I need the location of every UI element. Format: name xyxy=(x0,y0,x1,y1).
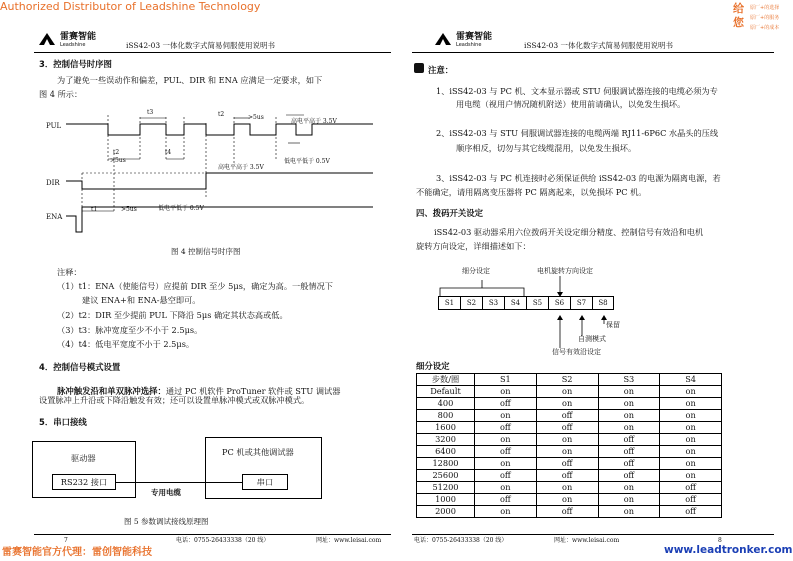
table-cell-switch: on xyxy=(660,446,722,458)
table-cell-switch: on xyxy=(660,386,722,398)
table-row xyxy=(417,494,722,506)
header-s3: S3 xyxy=(598,374,660,386)
left-sec4-text-2: 设置脉冲上升沿或下降沿触发有效；还可以设置单脉冲模式或双脉冲模式。 xyxy=(39,395,310,405)
table-cell-switch: off xyxy=(475,494,537,506)
right-footer-web[interactable]: 网址：www.leisai.com xyxy=(554,537,620,544)
table-cell-switch: on xyxy=(598,386,660,398)
fig4-caption: 图 4 控制信号时序图 xyxy=(171,247,241,256)
left-page-num: 7 xyxy=(64,537,68,544)
left-footer-phone: 电话：0755-26433338（20 线） xyxy=(176,537,270,544)
table-header-row xyxy=(417,374,722,386)
header-steps: 步数/圈 xyxy=(417,374,475,386)
table-cell-switch: on xyxy=(475,386,537,398)
timing-label-dir: DIR xyxy=(46,179,60,187)
timing-low-05-dir: 低电平低于 0.5V xyxy=(158,205,204,212)
timing-low-05-pul: 低电平低于 0.5V xyxy=(284,158,330,165)
timing-diagram xyxy=(38,103,390,238)
table-cell-steps: 3200 xyxy=(417,434,475,446)
watermark-badge xyxy=(733,2,793,36)
table-cell-switch: off xyxy=(660,494,722,506)
selftest-label: 自测模式 xyxy=(578,335,606,343)
left-sec3-intro-2: 图 4 所示： xyxy=(39,89,83,99)
table-cell-switch: on xyxy=(536,446,598,458)
table-title: 细分设定 xyxy=(416,361,450,371)
table-cell-switch: on xyxy=(598,398,660,410)
brand-en: Leadshine xyxy=(60,42,86,48)
badge-chars: 给您 xyxy=(733,2,744,29)
timing-high-35-dir: 高电平高于 3.5V xyxy=(218,164,264,171)
left-sec4-bold: 脉冲触发沿和单双脉冲选择： xyxy=(57,386,166,396)
note-1-cont: 建议 ENA+和 ENA-悬空即可。 xyxy=(82,295,201,305)
pc-label: PC 机或其他调试器 xyxy=(222,447,294,457)
cable-label: 专用电缆 xyxy=(151,488,181,497)
table-cell-steps: 12800 xyxy=(417,458,475,470)
timing-t2: t2 xyxy=(113,149,120,156)
left-header-title: iSS42-03 一体化数字式简易伺服使用说明书 xyxy=(126,41,276,50)
table-cell-switch: on xyxy=(475,482,537,494)
table-cell-switch: on xyxy=(536,482,598,494)
notes-title: 注释： xyxy=(57,267,82,277)
right-footer-phone: 电话：0755-26433338（20 线） xyxy=(414,537,508,544)
table-cell-switch: on xyxy=(536,398,598,410)
table-cell-switch: on xyxy=(660,422,722,434)
table-cell-switch: off xyxy=(536,470,598,482)
note-1: （1）t1：ENA（使能信号）应提前 DIR 至少 5μs，确定为高。一般情况下 xyxy=(57,281,333,291)
note-4: （4）t4：低电平宽度不小于 2.5μs。 xyxy=(57,339,195,349)
table-cell-switch: on xyxy=(475,434,537,446)
switch-s6[interactable]: S6 xyxy=(548,296,570,310)
right-page-num: 8 xyxy=(718,537,722,544)
table-row xyxy=(417,410,722,422)
timing-high-35-top: 高电平高于 3.5V xyxy=(291,118,337,125)
watermark-top-left: Authorized Distributor of Leadshine Technology xyxy=(0,0,261,13)
note-3: （3）t3：脉冲宽度至少不小于 2.5μs。 xyxy=(57,325,203,335)
table-cell-switch: off xyxy=(475,422,537,434)
leadshine-logo-icon xyxy=(38,32,56,46)
leadshine-logo-icon xyxy=(434,32,452,46)
brand-cn: 雷赛智能 xyxy=(456,32,493,42)
table-cell-switch: off xyxy=(536,506,598,518)
table-cell-switch: on xyxy=(660,470,722,482)
right-header-rule xyxy=(412,52,774,53)
header-s1: S1 xyxy=(475,374,537,386)
table-cell-switch: off xyxy=(475,446,537,458)
cable-line xyxy=(116,482,242,483)
table-row xyxy=(417,422,722,434)
table-row xyxy=(417,446,722,458)
table-cell-steps: 800 xyxy=(417,410,475,422)
table-cell-switch: on xyxy=(598,506,660,518)
left-header-rule xyxy=(34,52,391,53)
table-cell-steps: 51200 xyxy=(417,482,475,494)
table-cell-steps: 400 xyxy=(417,398,475,410)
table-cell-switch: on xyxy=(536,494,598,506)
table-row xyxy=(417,398,722,410)
brand-cn: 雷赛智能 xyxy=(60,32,97,42)
dir-waveform xyxy=(66,173,373,189)
timing-t3: t3 xyxy=(147,109,154,116)
table-cell-steps: 25600 xyxy=(417,470,475,482)
timing-label-ena: ENA xyxy=(46,213,63,221)
table-row xyxy=(417,458,722,470)
table-row xyxy=(417,506,722,518)
table-cell-switch: on xyxy=(598,482,660,494)
timing-gt5us-ena: >5us xyxy=(121,206,137,213)
right-logo xyxy=(434,29,492,48)
table-cell-switch: on xyxy=(660,458,722,470)
right-sec4-text-1: iSS42-03 驱动器采用六位拨码开关设定细分精度、控制信号有效沿和电机 xyxy=(434,227,704,237)
switch-s7[interactable]: S7 xyxy=(570,296,592,310)
badge-line-1: 原厂+的选择 xyxy=(750,5,780,11)
watermark-bottom-right[interactable]: www.leadtronker.com xyxy=(664,544,793,556)
timing-label-pul: PUL xyxy=(46,122,62,130)
microstep-table xyxy=(416,373,722,518)
table-cell-switch: on xyxy=(660,398,722,410)
table-cell-switch: off xyxy=(598,446,660,458)
table-cell-switch: on xyxy=(475,410,537,422)
right-sec4-text-2: 旋转方向设定，详细描述如下： xyxy=(416,241,531,251)
left-sec3-intro-1: 为了避免一些误动作和偏差，PUL、DIR 和 ENA 应满足一定要求，如下 xyxy=(57,75,323,85)
table-cell-switch: on xyxy=(536,386,598,398)
notice-3-cont: 不能确定，请用隔离变压器将 PC 隔离起来，以免损坏 PC 机。 xyxy=(416,187,647,197)
badge-line-3: 原厂+的成本 xyxy=(750,25,780,31)
table-cell-switch: on xyxy=(598,494,660,506)
table-cell-steps: 1600 xyxy=(417,422,475,434)
switch-s2[interactable]: S2 xyxy=(460,296,482,310)
note-2: （2）t2：DIR 至少提前 PUL 下降沿 5μs 确定其状态高或低。 xyxy=(57,310,288,320)
microstep-table-body xyxy=(417,386,722,518)
table-cell-steps: 2000 xyxy=(417,506,475,518)
switch-s5[interactable]: S5 xyxy=(526,296,548,310)
serial-port: 串口 xyxy=(242,474,288,490)
left-footer-web[interactable]: 网址：www.leisai.com xyxy=(316,537,382,544)
notice-title: 注意： xyxy=(428,65,454,75)
edge-label: 信号有效沿设定 xyxy=(552,348,601,356)
header-s2: S2 xyxy=(536,374,598,386)
table-cell-switch: off xyxy=(475,470,537,482)
rs232-port: RS232 接口 xyxy=(52,474,116,490)
table-cell-steps: Default xyxy=(417,386,475,398)
table-cell-switch: off xyxy=(598,470,660,482)
left-sec4-text-1: 通过 PC 机软件 ProTuner 软件或 STU 调试器 xyxy=(165,386,341,396)
left-sec4-title: 4．控制信号模式设置 xyxy=(39,362,121,372)
watermark-bottom-left: 雷赛智能官方代理：雷创智能科技 xyxy=(2,547,152,558)
table-row xyxy=(417,434,722,446)
table-cell-steps: 1000 xyxy=(417,494,475,506)
table-cell-switch: on xyxy=(475,458,537,470)
table-row xyxy=(417,386,722,398)
left-sec5-title: 5．串口接线 xyxy=(39,417,87,427)
pul-waveform xyxy=(66,124,373,135)
table-cell-switch: on xyxy=(475,506,537,518)
driver-label: 驱动器 xyxy=(71,453,96,463)
table-row xyxy=(417,482,722,494)
notice-2-cont: 顺序相反，切勿与其它线缆混用，以免发生损坏。 xyxy=(456,143,637,153)
switch-s1[interactable]: S1 xyxy=(438,296,460,310)
timing-gt5us-top: >5us xyxy=(248,114,264,121)
switch-s3[interactable]: S3 xyxy=(482,296,504,310)
table-cell-switch: off xyxy=(536,410,598,422)
right-header-title: iSS42-03 一体化数字式简易伺服使用说明书 xyxy=(524,41,674,50)
notice-1: 1、iSS42-03 与 PC 机、文本显示器或 STU 伺服调试器连接的电缆必须为专 xyxy=(436,86,718,96)
timing-gt5us: >5us xyxy=(110,157,126,164)
notice-3: 3、iSS42-03 与 PC 机连接时必须保证供给 iSS42-03 的电源为隔离电源，若 xyxy=(436,173,721,183)
table-cell-steps: 6400 xyxy=(417,446,475,458)
left-sec3-title: 3．控制信号时序图 xyxy=(39,59,112,69)
timing-t2-top: t2 xyxy=(218,111,225,118)
brand-en: Leadshine xyxy=(456,42,482,48)
reserved-label: 保留 xyxy=(606,321,620,329)
table-cell-switch: off xyxy=(598,434,660,446)
table-cell-switch: off xyxy=(536,458,598,470)
table-cell-switch: off xyxy=(660,506,722,518)
table-row xyxy=(417,470,722,482)
header-s4: S4 xyxy=(660,374,722,386)
left-logo xyxy=(38,29,96,48)
table-cell-switch: off xyxy=(536,422,598,434)
badge-line-2: 原厂+的服务 xyxy=(750,15,780,21)
table-cell-switch: on xyxy=(598,410,660,422)
table-cell-switch: off xyxy=(598,458,660,470)
switch-s4[interactable]: S4 xyxy=(504,296,526,310)
table-cell-switch: on xyxy=(660,434,722,446)
direction-label: 电机旋转方向设定 xyxy=(537,267,593,275)
table-cell-switch: on xyxy=(660,410,722,422)
dip-switch-row xyxy=(438,296,614,310)
notice-1-cont: 用电缆（视用户情况随机附送）使用前请确认，以免发生损坏。 xyxy=(456,99,686,109)
notice-2: 2、iSS42-03 与 STU 伺服调试器连接的电缆两端 RJ11-6P6C 水晶头的压线 xyxy=(436,128,719,138)
switch-s8[interactable]: S8 xyxy=(592,296,614,310)
microstep-label: 细分设定 xyxy=(462,267,490,275)
dip-switch-brackets xyxy=(438,270,618,380)
table-cell-switch: on xyxy=(598,422,660,434)
table-cell-switch: on xyxy=(536,434,598,446)
timing-t1: t1 xyxy=(91,206,98,213)
right-sec4-title: 四、拨码开关设定 xyxy=(416,208,483,218)
fig5-caption: 图 5 参数调试接线原理图 xyxy=(124,517,209,526)
table-cell-switch: off xyxy=(475,398,537,410)
table-cell-switch: off xyxy=(660,482,722,494)
notice-icon xyxy=(414,63,424,73)
timing-t4: t4 xyxy=(165,149,172,156)
